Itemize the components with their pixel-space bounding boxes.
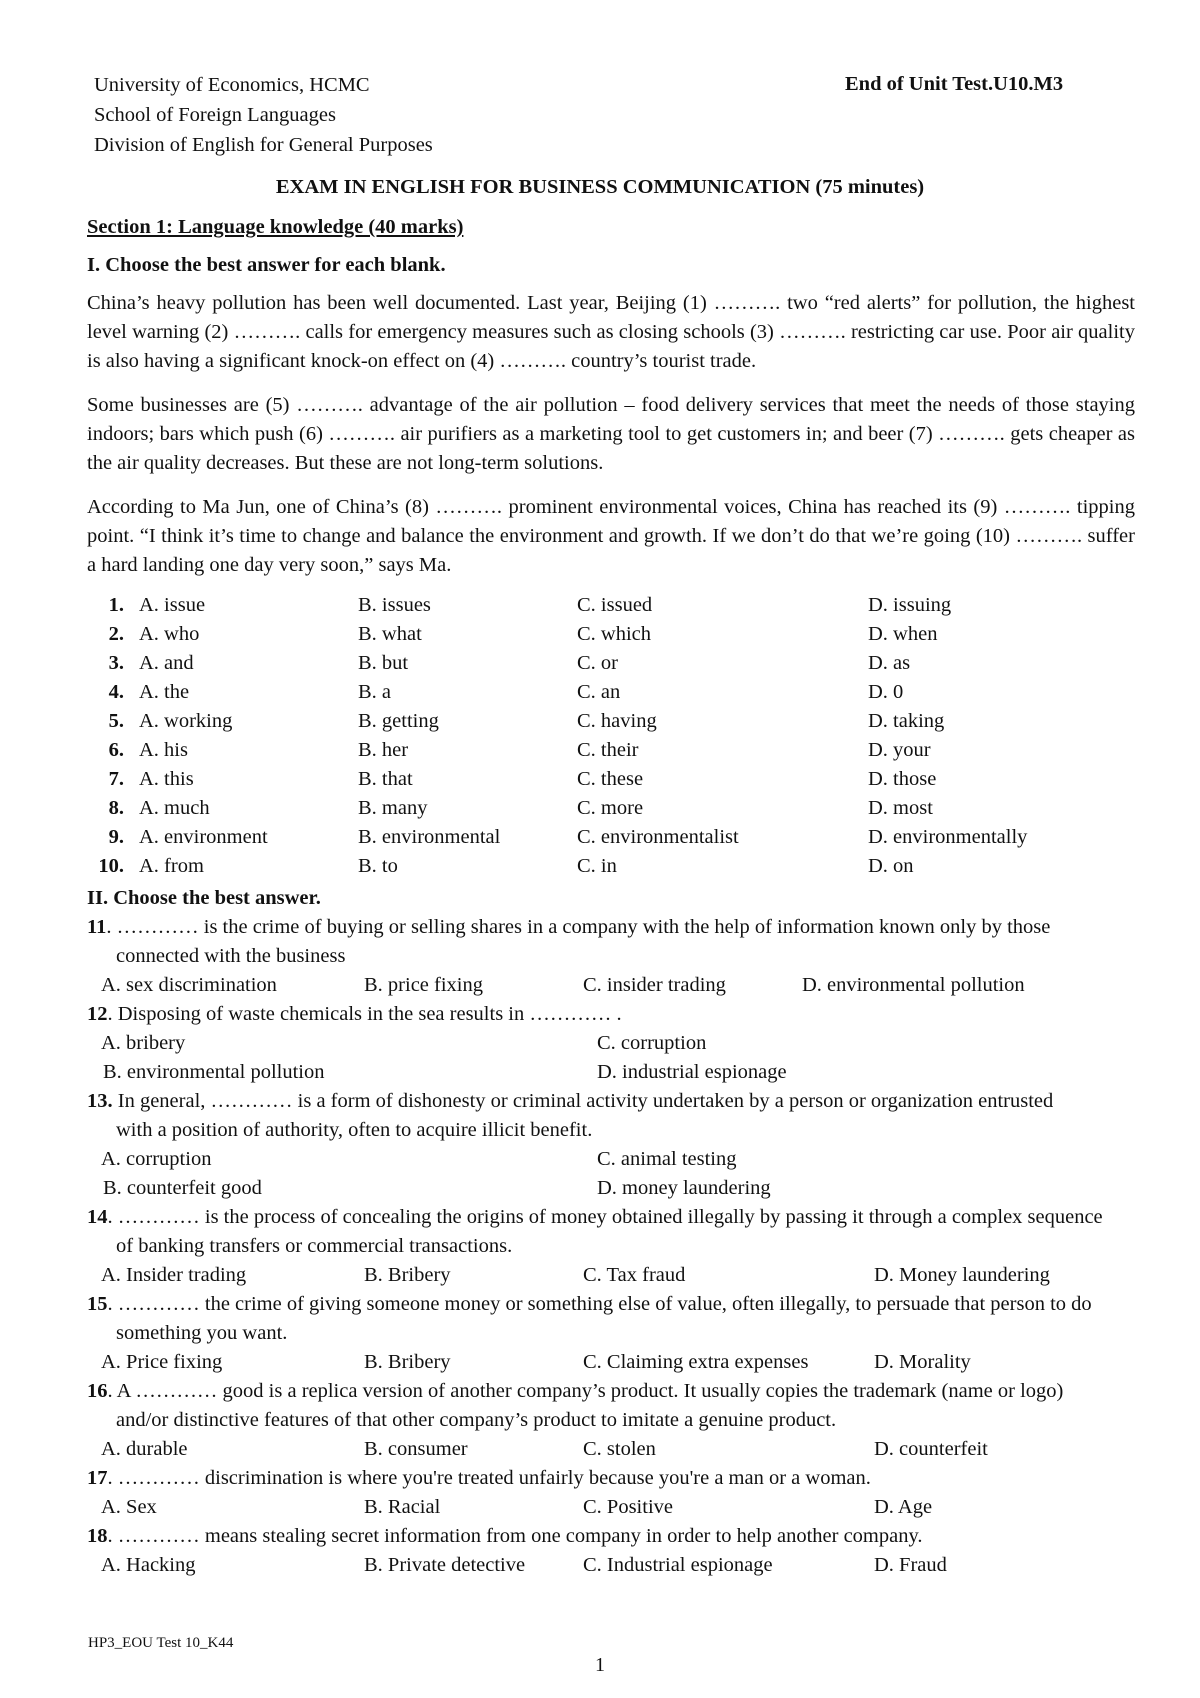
- question-text: . ………… is the crime of buying or selling shares in a company with the help of information known only by those connected with the business: [106, 916, 1051, 967]
- option-a: A. this: [139, 768, 194, 790]
- question-text: In general, ………… is a form of dishonesty or criminal activity undertaken by a person or organization entrusted with a position of authority, often to acquire illicit benefit.: [112, 1090, 1054, 1141]
- option-a: A. durable: [101, 1438, 188, 1460]
- question-text: . A ………… good is a replica version of another company’s product. It usually copies the trademark (name or logo) and/or distinctive features of that other company’s product to imitate a genuine product.: [107, 1380, 1064, 1431]
- option-a: A. much: [139, 797, 210, 819]
- option-c: C. stolen: [583, 1438, 656, 1460]
- option-b: B. counterfeit good: [103, 1177, 262, 1199]
- option-b: B. but: [358, 652, 409, 674]
- option-b: B. consumer: [364, 1438, 468, 1460]
- question-options: [87, 1029, 1135, 1058]
- question-number: 18: [87, 1525, 108, 1547]
- question-options: [87, 1348, 1135, 1377]
- option-b: B. Bribery: [364, 1351, 451, 1373]
- question-number: 8.: [108, 797, 124, 819]
- option-b: B. her: [358, 739, 409, 761]
- option-a: A. environment: [139, 826, 268, 848]
- option-d: D. taking: [868, 710, 945, 732]
- option-a: A. Hacking: [101, 1554, 196, 1576]
- option-b: B. what: [358, 623, 422, 645]
- exam-title: EXAM IN ENGLISH FOR BUSINESS COMMUNICATION (75 minutes): [275, 176, 925, 198]
- option-b: B. price fixing: [364, 974, 483, 996]
- choice-row: [87, 794, 1135, 823]
- option-b: B. many: [358, 797, 428, 819]
- question-options: [87, 1435, 1135, 1464]
- option-d: D. Fraud: [874, 1554, 947, 1576]
- option-b: B. issues: [358, 594, 431, 616]
- question-number: 6.: [108, 739, 124, 761]
- test-code: End of Unit Test.U10.M3: [845, 73, 1064, 95]
- question-number: 4.: [108, 681, 124, 703]
- question-number: 9.: [108, 826, 124, 848]
- question-number: 1.: [108, 594, 124, 616]
- option-c: C. corruption: [597, 1032, 707, 1054]
- passage-paragraph: According to Ma Jun, one of China’s (8) ………. prominent environmental voices, China has reached its (9) ………. tipping point. “I think it’s time to change and balance the environment and growth. If we don’t do that we’re going (10) ………. suffer a hard landing one day very soon,” says Ma.: [87, 496, 1135, 576]
- option-d: D. environmentally: [868, 826, 1028, 848]
- question-options: [87, 1174, 1135, 1203]
- question-number: 12: [87, 1003, 108, 1025]
- option-b: B. getting: [358, 710, 439, 732]
- question: [87, 1522, 1135, 1551]
- option-c: C. their: [577, 739, 639, 761]
- choices-table: [87, 591, 1135, 881]
- option-b: B. that: [358, 768, 413, 790]
- question: [87, 1203, 1135, 1261]
- passage-paragraph: Some businesses are (5) ………. advantage of the air pollution – food delivery services that meet the needs of those staying indoors; bars which push (6) ………. air purifiers as a marketing tool to get customers in; and beer (7) ………. gets cheaper as the air quality decreases. But these are not long-term solutions.: [87, 394, 1135, 474]
- question-text: . ………… the crime of giving someone money or something else of value, often illegally, to persuade that person to do something you want.: [107, 1293, 1092, 1344]
- institution-header: [94, 70, 433, 160]
- choice-row: [87, 852, 1135, 881]
- option-d: D. Morality: [874, 1351, 971, 1373]
- option-d: D. on: [868, 855, 914, 877]
- choice-row: [87, 765, 1135, 794]
- question-options: [87, 1058, 1135, 1087]
- question-number: 3.: [108, 652, 124, 674]
- option-a: A. bribery: [101, 1032, 186, 1054]
- option-c: C. animal testing: [597, 1148, 737, 1170]
- option-d: D. as: [868, 652, 911, 674]
- question: [87, 1000, 1135, 1029]
- question-number: 14: [87, 1206, 108, 1228]
- question-number: 10.: [98, 855, 124, 877]
- option-d: D. 0: [868, 681, 904, 703]
- option-d: D. money laundering: [597, 1177, 771, 1199]
- question-number: 7.: [108, 768, 124, 790]
- choice-row: [87, 707, 1135, 736]
- question-text: . ………… discrimination is where you're treated unfairly because you're a man or a woman.: [107, 1467, 871, 1489]
- option-c: C. or: [577, 652, 618, 674]
- option-c: C. Tax fraud: [583, 1264, 686, 1286]
- option-c: C. an: [577, 681, 621, 703]
- option-b: B. Bribery: [364, 1264, 451, 1286]
- option-d: D. environmental pollution: [802, 974, 1025, 996]
- option-d: D. Age: [874, 1496, 933, 1518]
- option-a: A. corruption: [101, 1148, 212, 1170]
- option-a: A. from: [139, 855, 204, 877]
- option-a: A. issue: [139, 594, 206, 616]
- part-heading: II. Choose the best answer.: [87, 887, 321, 909]
- footer-code: HP3_EOU Test 10_K44: [88, 1635, 234, 1651]
- option-d: D. Money laundering: [874, 1264, 1050, 1286]
- option-c: C. Claiming extra expenses: [583, 1351, 809, 1373]
- question-number: 17: [87, 1467, 108, 1489]
- page-number: 1: [595, 1654, 605, 1676]
- division-name: Division of English for General Purposes: [94, 134, 433, 156]
- exam-content: [87, 213, 1135, 1580]
- option-b: B. to: [358, 855, 398, 877]
- option-d: D. your: [868, 739, 931, 761]
- option-a: A. Price fixing: [101, 1351, 223, 1373]
- option-c: C. Industrial espionage: [583, 1554, 773, 1576]
- option-b: B. environmental: [358, 826, 501, 848]
- option-d: D. issuing: [868, 594, 952, 616]
- choice-row: [87, 823, 1135, 852]
- option-a: A. Sex: [101, 1496, 157, 1518]
- option-b: B. Racial: [364, 1496, 441, 1518]
- option-c: C. more: [577, 797, 644, 819]
- question-options: [87, 1145, 1135, 1174]
- option-c: C. which: [577, 623, 652, 645]
- question-number: 11: [87, 916, 107, 938]
- question: [87, 1464, 1135, 1493]
- option-b: B. environmental pollution: [103, 1061, 325, 1083]
- option-c: C. insider trading: [583, 974, 726, 996]
- option-a: A. the: [139, 681, 190, 703]
- option-c: C. these: [577, 768, 644, 790]
- question-text: . ………… is the process of concealing the origins of money obtained illegally by passing it through a complex sequence of banking transfers or commercial transactions.: [107, 1206, 1103, 1257]
- option-a: A. who: [139, 623, 200, 645]
- choice-row: [87, 591, 1135, 620]
- question: [87, 1290, 1135, 1348]
- option-d: D. when: [868, 623, 938, 645]
- option-a: A. Insider trading: [101, 1264, 247, 1286]
- question-number: 2.: [108, 623, 124, 645]
- option-a: A. working: [139, 710, 233, 732]
- question: [87, 1087, 1135, 1145]
- option-c: C. environmentalist: [577, 826, 739, 848]
- part-heading: I. Choose the best answer for each blank.: [87, 254, 446, 276]
- question-options: [87, 971, 1135, 1000]
- school-name: School of Foreign Languages: [94, 104, 336, 126]
- question-options: [87, 1493, 1135, 1522]
- question: [87, 1377, 1135, 1435]
- passage-paragraph: China’s heavy pollution has been well documented. Last year, Beijing (1) ………. two “red alerts” for pollution, the highest level warning (2) ………. calls for emergency measures such as closing schools (3) ………. restricting car use. Poor air quality is also having a significant knock-on effect on (4) ………. country’s tourist trade.: [87, 292, 1135, 372]
- question-options: [87, 1261, 1135, 1290]
- option-d: D. most: [868, 797, 933, 819]
- option-a: A. sex discrimination: [101, 974, 277, 996]
- option-b: B. Private detective: [364, 1554, 526, 1576]
- question: [87, 913, 1135, 971]
- question-number: 15: [87, 1293, 108, 1315]
- option-c: C. Positive: [583, 1496, 673, 1518]
- choice-row: [87, 736, 1135, 765]
- university-name: University of Economics, HCMC: [94, 74, 370, 96]
- section-title: Section 1: Language knowledge (40 marks): [87, 216, 464, 238]
- question-number: 16: [87, 1380, 108, 1402]
- question-text: . Disposing of waste chemicals in the sea results in ………… .: [107, 1003, 622, 1025]
- option-b: B. a: [358, 681, 392, 703]
- option-d: D. counterfeit: [874, 1438, 988, 1460]
- option-c: C. having: [577, 710, 657, 732]
- question-text: . ………… means stealing secret information from one company in order to help another company.: [107, 1525, 923, 1547]
- question-options: [87, 1551, 1135, 1580]
- choice-row: [87, 678, 1135, 707]
- option-c: C. in: [577, 855, 617, 877]
- option-d: D. those: [868, 768, 937, 790]
- option-c: C. issued: [577, 594, 653, 616]
- choice-row: [87, 620, 1135, 649]
- choice-row: [87, 649, 1135, 678]
- option-a: A. and: [139, 652, 194, 674]
- question-number: 13.: [87, 1090, 113, 1112]
- question-number: 5.: [108, 710, 124, 732]
- option-a: A. his: [139, 739, 188, 761]
- option-d: D. industrial espionage: [597, 1061, 787, 1083]
